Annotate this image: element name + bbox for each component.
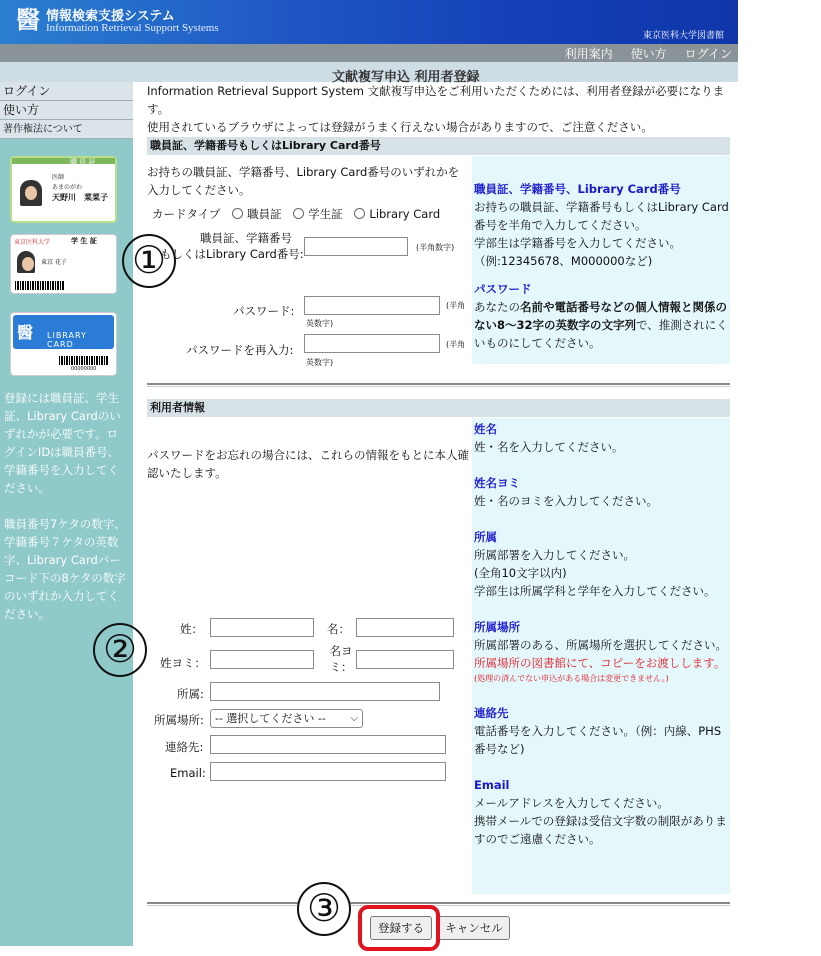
help-id-text-2: 学部生は学籍番号を入力してください。（例:12345678、M000000など) [474, 236, 681, 268]
sidebar-note-1: 登録には職員証、学生証、Library Cardのいずれかが必要です。ログインIDは職員番号、学籍番号を入力してください。 [4, 391, 121, 495]
site-title-jp: 情報検索支援システム [46, 9, 175, 24]
library-card-number: 00000000 [71, 366, 97, 372]
register-button[interactable]: 登録する [370, 916, 432, 940]
shozoku-label: 所属: [177, 687, 204, 701]
site-title-en: Information Retrieval Support Systems [46, 22, 219, 34]
help-yomi-title: 姓名ヨミ [474, 476, 520, 490]
email-input[interactable] [210, 762, 446, 781]
sei-label: 姓： [180, 622, 203, 636]
chevron-down-icon: ⌵ [350, 713, 358, 724]
shozoku-basho-label: 所属場所: [154, 713, 204, 727]
card1-title: 職 員 証 [70, 158, 96, 166]
site-header [0, 0, 738, 44]
password-confirm-hint-bottom: 英数字) [306, 358, 334, 367]
id-label-line-1: 職員証、学籍番号 [200, 231, 292, 245]
card-number-input[interactable] [304, 237, 408, 256]
radio-library-card[interactable] [354, 208, 365, 219]
radio-staff-label: 職員証 [247, 207, 282, 221]
step-3-marker: ③ [297, 882, 351, 936]
section-divider-1 [147, 383, 730, 387]
help-name-title: 姓名 [474, 422, 497, 436]
password-confirm-hint-top: (半角 [446, 340, 466, 349]
sei-yomi-label: 姓ヨミ： [160, 656, 206, 670]
help-dept-text-1: 所属部署を入力してください。 [474, 548, 635, 562]
help-id-text-1: お持ちの職員証、学籍番号もしくはLibrary Card番号を半角で入力してください。 [474, 200, 729, 232]
register-highlight-box [358, 905, 440, 951]
help-place-warning: 所属場所の図書館にて、コピーをお渡しします。 [474, 656, 726, 670]
library-card-logo: 醫 [17, 323, 34, 342]
help-place-text: 所属部署のある、所属場所を選択してください。 [474, 638, 727, 652]
email-label: Email: [170, 766, 206, 780]
radio-student-label: 学生証 [308, 207, 343, 221]
password-label: パスワード: [233, 304, 295, 318]
radio-staff[interactable] [232, 208, 243, 219]
shozoku-basho-select[interactable] [210, 709, 363, 728]
sidebar-howto-link[interactable]: 使い方 [0, 101, 133, 120]
nav-howto-link[interactable]: 使い方 [630, 46, 667, 61]
sei-yomi-input[interactable] [210, 650, 314, 669]
nav-login-link[interactable]: ログイン [684, 46, 732, 61]
card1-name: 天野川 菜菜子 [52, 193, 108, 202]
intro-text [147, 82, 729, 136]
section-user-info-heading: 利用者情報 [147, 399, 730, 417]
mei-yomi-label: 名ヨミ： [329, 644, 353, 674]
student-barcode [15, 281, 65, 290]
help-password-title: パスワード [474, 282, 532, 296]
card2-univ: 東京医科大学 [14, 239, 51, 246]
help-dept-title: 所属 [474, 530, 497, 544]
intro-line-2: 使用されているブラウザによっては登録がうまく行えない場合がありますので、ご注意ください。 [147, 120, 653, 134]
help-yomi-text: 姓・名のヨミを入力してください。 [474, 494, 658, 508]
intro-line-1: Information Retrieval Support System 文献複写申込をご利用いただくためには、利用者登録が必要になります。 [147, 84, 725, 116]
mei-yomi-input[interactable] [356, 650, 454, 669]
password-confirm-input[interactable] [304, 334, 440, 353]
top-nav [0, 44, 738, 62]
sidebar-login-link[interactable]: ログイン [0, 82, 133, 101]
help-contact-text: 電話番号を入力してください。（例：内線、PHS番号など) [474, 724, 722, 756]
card1-role: 医師 [52, 174, 65, 181]
site-logo: 醫 [16, 5, 40, 34]
sei-input[interactable] [210, 618, 314, 637]
library-name: 東京医科大学図書館 [642, 31, 724, 41]
library-card-image [10, 312, 117, 376]
sidebar-copyright-link[interactable]: 著作権法について [0, 120, 133, 139]
help-place-warning-small: (処理の済んでない申込がある場合は変更できません。) [474, 674, 669, 683]
section1-instruction: お持ちの職員証、学籍番号、Library Card番号のいずれかを入力してください。 [147, 165, 460, 197]
staff-id-card-image [10, 156, 117, 223]
radio-student[interactable] [293, 208, 304, 219]
id-label-line-2: もしくはLibrary Card番号: [160, 247, 304, 261]
card-type-label: カードタイプ [152, 207, 221, 221]
select-value: -- 選択してください -- [215, 712, 326, 725]
student-photo [17, 251, 35, 273]
section-divider-2 [147, 902, 730, 906]
card-type-group [152, 206, 440, 222]
password-input[interactable] [304, 296, 440, 315]
help-dept-text-3: 学部生は所属学科と学年を入力してください。 [474, 584, 716, 598]
library-barcode [59, 356, 109, 365]
id-hint: (半角数字) [416, 243, 455, 252]
renrakusaki-label: 連絡先: [165, 740, 204, 754]
help-name-text: 姓・名を入力してください。 [474, 440, 624, 454]
section2-instruction: パスワードをお忘れの場合には、これらの情報をもとに本人確認いたします。 [147, 448, 469, 480]
step-1-marker: ① [122, 234, 176, 288]
library-card-title: LIBRARY CARD [47, 331, 87, 349]
password-hint-bottom: 英数字) [306, 319, 334, 328]
sidebar-notes [4, 389, 128, 623]
help-dept-text-2: (全角10文字以内) [474, 566, 567, 580]
step-2-marker: ② [93, 623, 147, 677]
help-contact-title: 連絡先 [474, 706, 509, 720]
staff-photo [20, 180, 42, 206]
password-hint-top: (半角 [446, 301, 466, 310]
shozoku-input[interactable] [210, 682, 440, 701]
card1-kana: あまのがわ [52, 184, 83, 191]
library-card-header [13, 315, 114, 349]
card-stripe [12, 158, 115, 164]
help-email-text-1: メールアドレスを入力してください。 [474, 796, 669, 810]
student-id-card-image [10, 234, 117, 294]
mei-input[interactable] [356, 618, 454, 637]
cancel-button[interactable]: キャンセル [438, 916, 510, 940]
section2-help [472, 418, 730, 894]
card2-title: 学 生 証 [71, 237, 97, 245]
section-card-number-heading: 職員証、学籍番号もしくはLibrary Card番号 [147, 137, 730, 155]
help-password-text: あなたの名前や電話番号などの個人情報と関係のない8〜32字の英数字の文字列で、推測されにくいものにしてください。 [474, 300, 728, 350]
renrakusaki-input[interactable] [210, 735, 446, 754]
help-email-title: Email [474, 778, 510, 792]
help-email-text-2: 携帯メールでの登録は受信文字数の制限がありますのでご遠慮ください。 [474, 814, 727, 846]
card2-name: 東京 花子 [41, 259, 67, 266]
radio-library-card-label: Library Card [369, 207, 441, 221]
mei-label: 名： [327, 622, 350, 636]
sidebar-note-2: 職員番号7ケタの数字、学籍番号７ケタの英数字、Library Cardバーコード下の8ケタの数字のいずれか入力してください。 [4, 517, 126, 621]
page-title: 文献複写申込 利用者登録 [332, 70, 480, 85]
help-place-title: 所属場所 [474, 620, 520, 634]
help-id-title: 職員証、学籍番号、Library Card番号 [474, 182, 681, 196]
nav-guide-link[interactable]: 利用案内 [564, 46, 613, 61]
section1-help [472, 156, 730, 364]
password-confirm-label: パスワードを再入力: [186, 343, 294, 357]
